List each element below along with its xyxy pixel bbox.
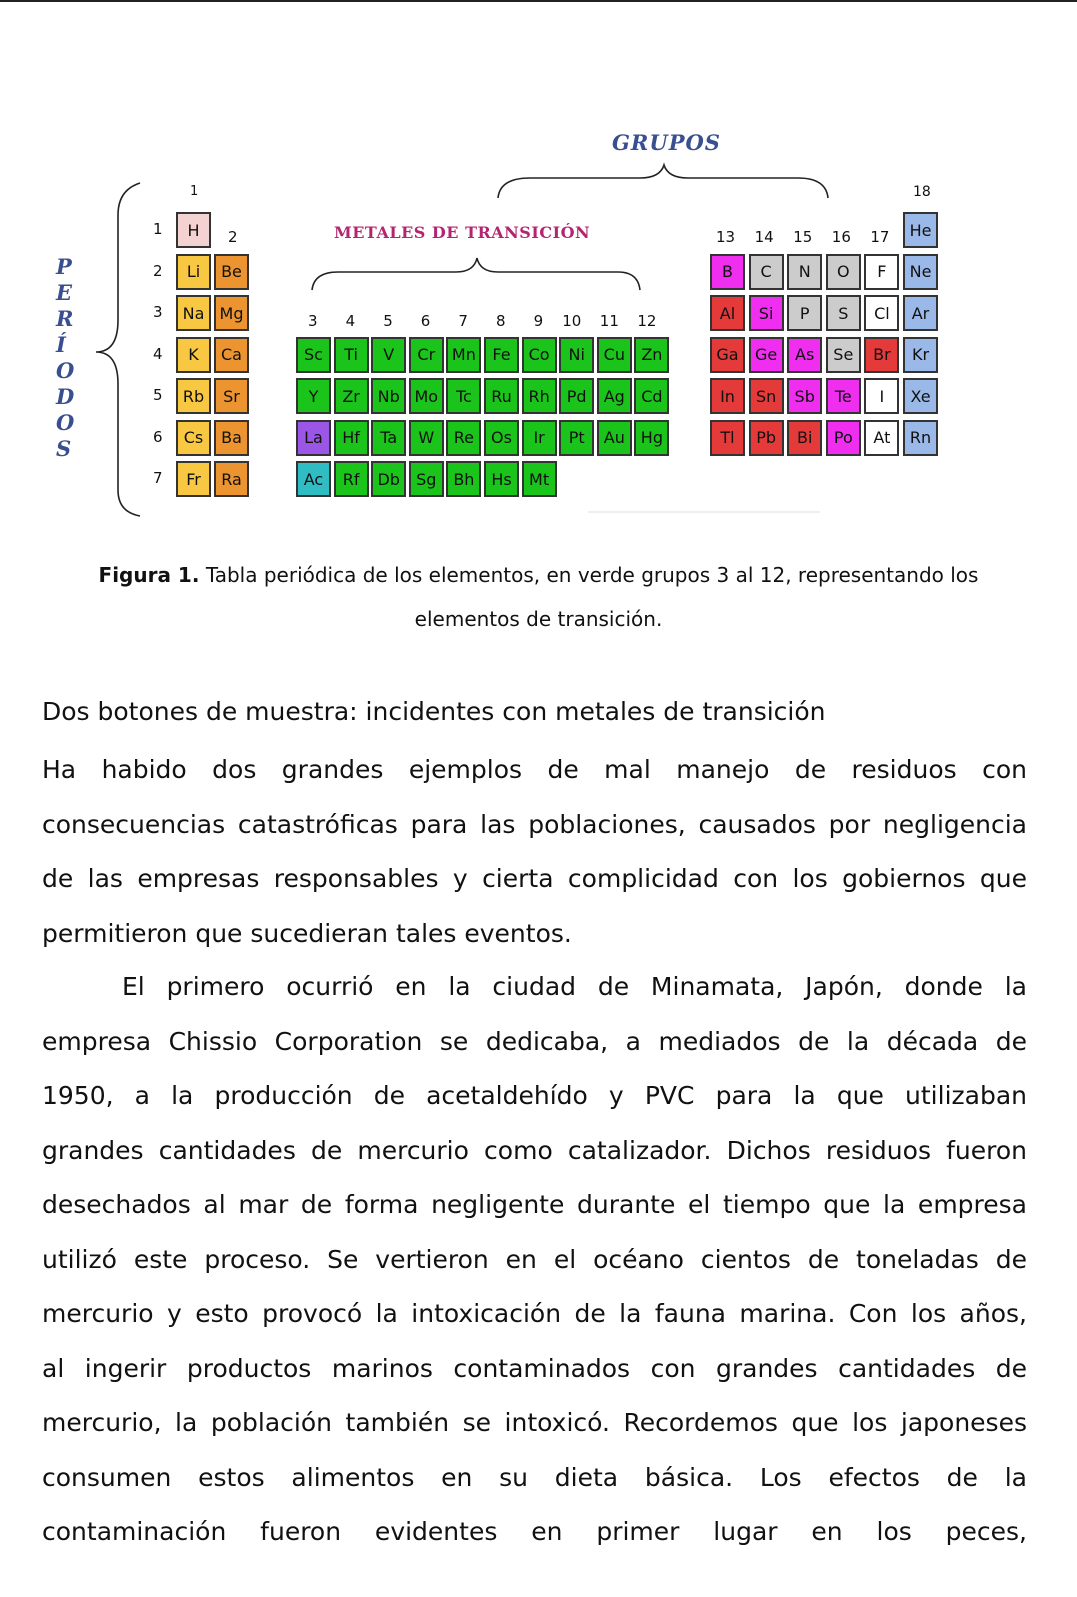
text-line: desechados al mar de forma negligente durante el tiempo que la empresa (42, 1190, 1027, 1219)
element-he: He (903, 212, 938, 248)
caption-line2: elementos de transición. (414, 607, 663, 631)
element-v: V (371, 337, 406, 373)
period-number: 1 (153, 220, 163, 238)
group-number: 15 (793, 228, 813, 246)
text-line: Ha habido dos grandes ejemplos de mal manejo de residuos con (42, 755, 1027, 784)
periodos-letter: P (56, 254, 72, 279)
element-bh: Bh (446, 461, 481, 497)
element-sg: Sg (409, 461, 444, 497)
element-n: N (787, 254, 822, 290)
element-hg: Hg (634, 420, 669, 456)
element-zr: Zr (334, 378, 369, 414)
element-ir: Ir (522, 420, 557, 456)
element-mn: Mn (446, 337, 481, 373)
element-te: Te (826, 378, 861, 414)
element-rb: Rb (176, 378, 211, 414)
element-la: La (296, 420, 331, 456)
group-number: 6 (420, 312, 431, 330)
element-se: Se (826, 337, 861, 373)
group-number: 8 (496, 312, 506, 330)
element-c: C (749, 254, 784, 290)
element-po: Po (826, 420, 861, 456)
group-number: 5 (383, 312, 393, 330)
element-y: Y (296, 378, 331, 414)
period-number: 6 (153, 427, 163, 446)
element-tl: Tl (710, 420, 745, 456)
paragraph-1 (42, 743, 1027, 961)
text-line: El primero ocurrió en la ciudad de Minamata, Japón, donde la (122, 972, 1027, 1001)
element-pb: Pb (749, 420, 784, 456)
period-number: 3 (153, 303, 163, 321)
element-tc: Tc (446, 378, 481, 414)
element-ru: Ru (484, 378, 519, 414)
caption-label: Figura 1. (98, 563, 200, 587)
text-line: permitieron que sucedieran tales eventos. (42, 918, 572, 948)
element-ba: Ba (214, 420, 249, 456)
period-number: 7 (153, 469, 163, 487)
group-number: 11 (599, 312, 619, 330)
text-line: mercurio, la población también se intoxicó. Recordemos que los japoneses (42, 1408, 1027, 1437)
element-sn: Sn (749, 378, 784, 414)
element-mt: Mt (522, 461, 557, 497)
text-line: consumen estos alimentos en su dieta básica. Los efectos de la (42, 1462, 1027, 1492)
element-hs: Hs (484, 461, 519, 497)
text-line: contaminación fueron evidentes en primer lugar en los peces, (42, 1517, 1027, 1546)
grupos-brace (498, 165, 828, 198)
period-number: 4 (153, 344, 163, 363)
element-au: Au (597, 420, 632, 456)
group-number: 13 (716, 228, 736, 246)
element-hf: Hf (334, 420, 369, 456)
caption-line1: Tabla periódica de los elementos, en verde grupos 3 al 12, representando los (205, 563, 979, 587)
element-xe: Xe (903, 378, 938, 414)
element-ra: Ra (214, 461, 249, 497)
element-i: I (864, 378, 899, 414)
text-line: 1950, a la producción de acetaldehído y PVC para la que utilizaban (42, 1081, 1027, 1110)
element-br: Br (864, 337, 899, 373)
element-b: B (710, 254, 745, 290)
element-h: H (176, 212, 211, 248)
figure-caption (42, 553, 1035, 641)
element-pd: Pd (559, 378, 594, 414)
element-si: Si (749, 295, 784, 331)
text-line: grandes cantidades de mercurio como catalizador. Dichos residuos fueron (42, 1135, 1027, 1165)
periodos-letter: D (56, 384, 75, 409)
element-ga: Ga (710, 337, 745, 373)
group-number: 9 (533, 312, 544, 330)
group-number: 12 (637, 312, 657, 330)
element-p: P (787, 295, 822, 331)
element-zn: Zn (634, 337, 669, 373)
period-number: 2 (153, 261, 163, 280)
element-co: Co (522, 337, 557, 373)
element-ni: Ni (559, 337, 594, 373)
periodos-letter: O (56, 410, 75, 435)
grupos-title: GRUPOS (612, 130, 721, 155)
element-in: In (710, 378, 745, 414)
group-number: 2 (228, 228, 238, 246)
periodos-letter: E (56, 280, 73, 305)
element-cl: Cl (864, 295, 899, 331)
periodos-brace (96, 183, 140, 516)
paragraph-2 (42, 960, 1027, 1560)
element-fe: Fe (484, 337, 519, 373)
element-mg: Mg (214, 295, 249, 331)
element-cu: Cu (597, 337, 632, 373)
transition-metals-title: METALES DE TRANSICIÓN (334, 223, 591, 242)
periodos-letter: O (56, 358, 75, 383)
element-sr: Sr (214, 378, 249, 414)
element-cr: Cr (409, 337, 444, 373)
element-bi: Bi (787, 420, 822, 456)
element-rf: Rf (334, 461, 369, 497)
element-f: F (864, 254, 899, 290)
group-number: 14 (754, 228, 774, 246)
text-line: consecuencias catastróficas para las poblaciones, causados por negligencia (42, 809, 1027, 839)
group-number: 10 (562, 312, 582, 330)
text-line: mercurio y esto provocó la intoxicación de la fauna marina. Con los años, (42, 1299, 1027, 1328)
element-ac: Ac (296, 461, 331, 497)
element-ta: Ta (371, 420, 406, 456)
element-o: O (826, 254, 861, 290)
element-at: At (864, 420, 899, 456)
transition-brace (312, 258, 640, 290)
element-cs: Cs (176, 420, 211, 456)
element-li: Li (176, 254, 211, 290)
group-number: 1 (190, 184, 199, 199)
element-os: Os (484, 420, 519, 456)
element-pt: Pt (559, 420, 594, 456)
periodos-letter: R (56, 306, 74, 331)
periodos-letter: Í (56, 332, 66, 357)
group-number: 17 (870, 228, 890, 246)
element-db: Db (371, 461, 406, 497)
element-sb: Sb (787, 378, 822, 414)
element-be: Be (214, 254, 249, 290)
element-ne: Ne (903, 254, 938, 290)
element-al: Al (710, 295, 745, 331)
text-line: empresa Chissio Corporation se dedicaba, a mediados de la década de (42, 1026, 1027, 1056)
element-rh: Rh (522, 378, 557, 414)
periodos-letter: S (56, 436, 72, 461)
group-number: 18 (913, 184, 931, 200)
element-w: W (409, 420, 444, 456)
element-kr: Kr (903, 337, 938, 373)
element-mo: Mo (409, 378, 444, 414)
element-ti: Ti (334, 337, 369, 373)
text-line: utilizó este proceso. Se vertieron en el océano cientos de toneladas de (42, 1244, 1027, 1274)
text-line: de las empresas responsables y cierta complicidad con los gobiernos que (42, 864, 1027, 893)
element-as: As (787, 337, 822, 373)
group-number: 4 (345, 312, 356, 330)
element-k: K (176, 337, 211, 373)
group-number: 7 (458, 312, 468, 330)
section-heading: Dos botones de muestra: incidentes con metales de transición (42, 697, 826, 726)
element-na: Na (176, 295, 211, 331)
element-s: S (826, 295, 861, 331)
text-line: al ingerir productos marinos contaminados con grandes cantidades de (42, 1353, 1027, 1383)
element-cd: Cd (634, 378, 669, 414)
element-nb: Nb (371, 378, 406, 414)
element-ag: Ag (597, 378, 632, 414)
element-fr: Fr (176, 461, 211, 497)
period-number: 5 (153, 386, 163, 404)
group-number: 3 (308, 312, 318, 330)
element-ge: Ge (749, 337, 784, 373)
element-rn: Rn (903, 420, 938, 456)
group-number: 16 (831, 228, 851, 246)
element-ar: Ar (903, 295, 938, 331)
element-ca: Ca (214, 337, 249, 373)
element-re: Re (446, 420, 481, 456)
element-sc: Sc (296, 337, 331, 373)
